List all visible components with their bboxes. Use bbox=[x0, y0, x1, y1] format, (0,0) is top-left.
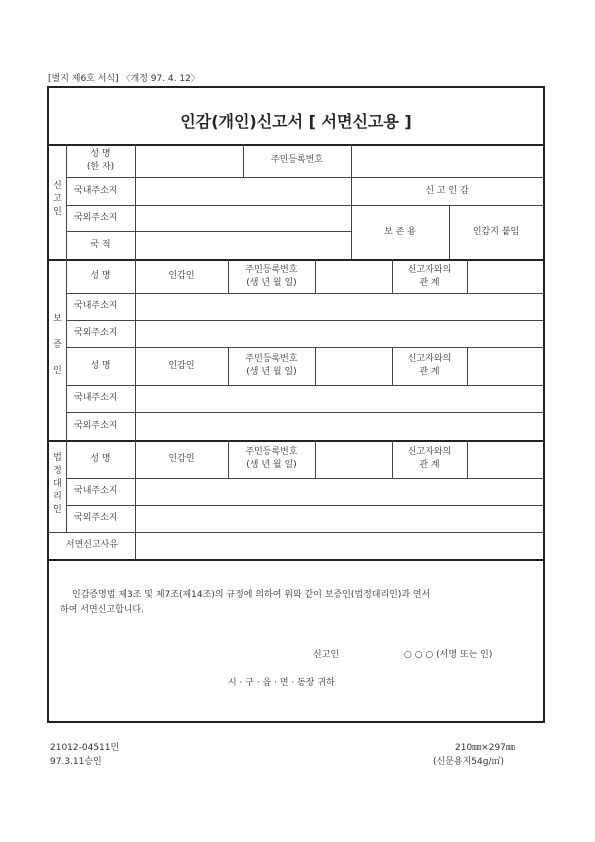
col-line bbox=[351, 144, 352, 259]
col-line bbox=[467, 440, 468, 478]
form-header-note: [별지 제6호 서식] 〈개정 97. 4. 12〉 bbox=[48, 74, 200, 84]
label-relation-sub: 관 계 bbox=[419, 460, 440, 470]
section-label-guarantor: 보 증 인 bbox=[53, 314, 62, 376]
label-foreign-address: 국외주소지 bbox=[74, 513, 118, 523]
label-seal-affix: 인감지 붙임 bbox=[472, 227, 520, 237]
approval-date: 97.3.11승인 bbox=[50, 757, 102, 767]
row-line bbox=[66, 231, 351, 232]
row-line bbox=[66, 293, 543, 294]
label-foreign-address: 국외주소지 bbox=[74, 421, 118, 431]
label-reporter-seal: 신 고 인 감 bbox=[425, 186, 469, 196]
paper-size: 210㎜×297㎜ bbox=[455, 743, 515, 753]
label-relation-sub: 관 계 bbox=[419, 367, 440, 377]
row-line bbox=[66, 177, 543, 178]
label-keep-copy: 보 존 용 bbox=[384, 227, 416, 237]
reporter-label: 신고인 bbox=[313, 650, 340, 660]
label-name: 성 명 bbox=[90, 454, 111, 464]
section-label-legal-rep: 법 정 대 리 인 bbox=[53, 453, 62, 515]
label-rrn-birth: 주민등록번호 bbox=[245, 265, 298, 275]
label-rrn-birth-sub: (생 년 월 일) bbox=[246, 367, 297, 377]
col-line bbox=[315, 259, 316, 293]
label-relation: 신고자와의 bbox=[407, 354, 452, 364]
col-line bbox=[135, 144, 136, 559]
label-rrn-birth: 주민등록번호 bbox=[245, 354, 298, 364]
label-domestic-address: 국내주소지 bbox=[74, 393, 118, 403]
col-line bbox=[467, 259, 468, 293]
row-line bbox=[49, 532, 543, 533]
row-line bbox=[66, 205, 351, 206]
label-name: 성 명 bbox=[90, 361, 111, 371]
label-rrn-birth-sub: (생 년 월 일) bbox=[246, 278, 297, 288]
label-name: 성 명 bbox=[90, 149, 111, 159]
label-name-hanja: (한 자) bbox=[86, 162, 115, 172]
statement-line-2: 하여 서면신고합니다. bbox=[60, 605, 144, 615]
row-line bbox=[66, 478, 543, 479]
addressee: 시 · 구 · 읍 · 면 · 동장 귀하 bbox=[228, 678, 335, 688]
col-line bbox=[228, 347, 229, 385]
section-divider bbox=[49, 559, 543, 561]
label-name: 성 명 bbox=[90, 271, 111, 281]
form-title: 인감(개인)신고서 [ 서면신고용 ] bbox=[180, 112, 412, 131]
label-rrn-birth: 주민등록번호 bbox=[245, 447, 298, 457]
col-line bbox=[392, 347, 393, 385]
label-domestic-address: 국내주소지 bbox=[74, 301, 118, 311]
reporter-signature: ○ ○ ○ (서명 또는 인) bbox=[404, 650, 493, 660]
section-divider bbox=[49, 440, 543, 442]
col-line bbox=[228, 440, 229, 478]
label-relation-sub: 관 계 bbox=[419, 278, 440, 288]
paper-type: (신문용지54g/㎡) bbox=[433, 757, 504, 767]
col-line bbox=[315, 347, 316, 385]
col-line bbox=[315, 440, 316, 478]
label-relation: 신고자와의 bbox=[407, 447, 452, 457]
label-rrn-birth-sub: (생 년 월 일) bbox=[246, 460, 297, 470]
section-label-applicant: 신 고 인 bbox=[53, 181, 62, 217]
col-line bbox=[392, 440, 393, 478]
section-divider bbox=[49, 259, 543, 261]
row-line bbox=[66, 385, 543, 386]
col-line bbox=[66, 144, 67, 532]
row-line bbox=[66, 320, 543, 321]
row-line bbox=[66, 505, 543, 506]
row-line bbox=[66, 412, 543, 413]
label-rrn: 주민등록번호 bbox=[270, 155, 324, 165]
row-line bbox=[351, 205, 543, 206]
label-seal: 인감인 bbox=[168, 454, 195, 464]
label-seal: 인감인 bbox=[168, 271, 195, 281]
label-reason: 서면신고사유 bbox=[65, 540, 119, 550]
label-domestic-address: 국내주소지 bbox=[74, 486, 118, 496]
label-foreign-address: 국외주소지 bbox=[74, 328, 118, 338]
label-foreign-address: 국외주소지 bbox=[74, 213, 118, 223]
form-frame bbox=[47, 86, 545, 723]
title-divider bbox=[49, 144, 543, 146]
row-line bbox=[66, 347, 543, 348]
form-number: 21012-04511민 bbox=[50, 743, 120, 753]
statement-line-1: 인감증명법 제3조 및 제7조(제14조)의 규정에 의하여 위와 같이 보증인(법정대리인)과 연서 bbox=[72, 590, 431, 600]
label-seal: 인감인 bbox=[168, 361, 195, 371]
col-line bbox=[467, 347, 468, 385]
label-nationality: 국 적 bbox=[90, 240, 111, 250]
label-relation: 신고자와의 bbox=[407, 265, 452, 275]
label-domestic-address: 국내주소지 bbox=[74, 186, 118, 196]
